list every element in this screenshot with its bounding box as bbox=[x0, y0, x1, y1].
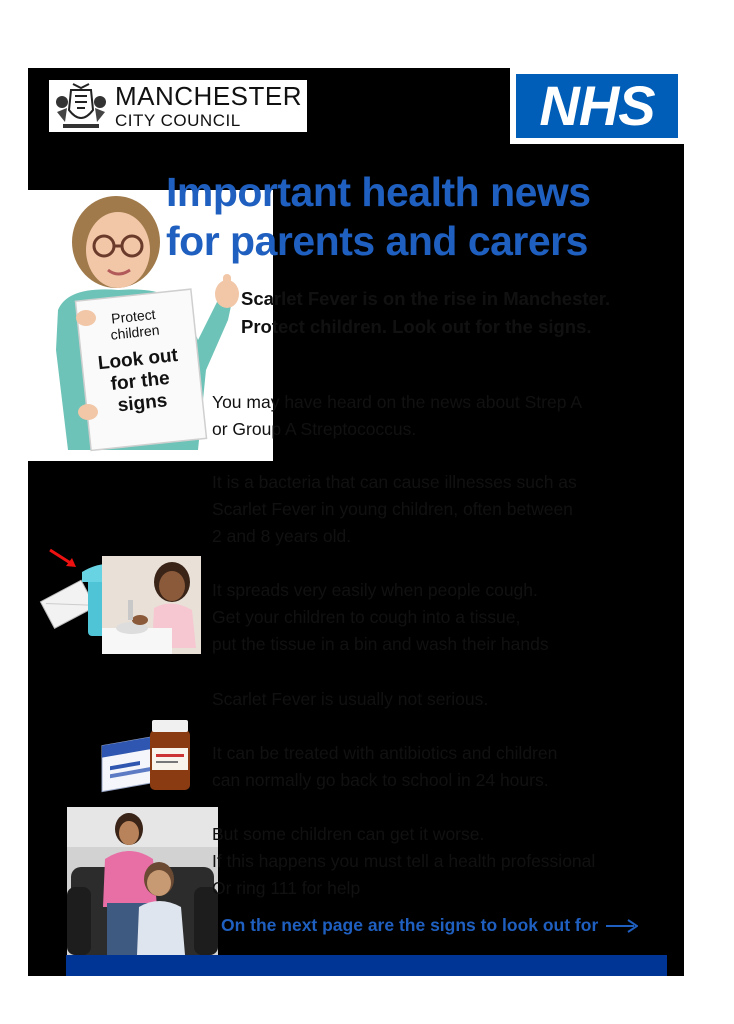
paragraph-spreading bbox=[212, 577, 662, 658]
sign-line4: for the bbox=[109, 367, 171, 395]
paragraph-line: It can be treated with antibiotics and children bbox=[212, 743, 558, 763]
next-page-text: On the next page are the signs to look out for bbox=[221, 915, 599, 935]
council-name-line2: CITY COUNCIL bbox=[115, 111, 241, 130]
page-title bbox=[166, 168, 686, 266]
paragraph-line: Or ring 111 for help bbox=[212, 878, 361, 898]
paragraph-line: If this happens you must tell a health professional bbox=[212, 851, 596, 871]
paragraph-line: Scarlet Fever in young children, often between bbox=[212, 499, 573, 519]
sign-line1: Protect bbox=[110, 306, 157, 327]
paragraph-line: Scarlet Fever is usually not serious. bbox=[212, 689, 489, 709]
paragraph-worse-cases bbox=[212, 821, 662, 902]
headline-line2: for parents and carers bbox=[166, 218, 588, 264]
footer-bar bbox=[66, 955, 667, 976]
nhs-logo: NHS bbox=[516, 74, 678, 138]
mother-and-child-photo bbox=[67, 807, 218, 955]
tissue-bin-handwashing-photo bbox=[36, 548, 201, 654]
manchester-city-council-logo bbox=[49, 80, 307, 132]
subheadline bbox=[241, 285, 681, 341]
subhead-line2: Protect children. Look out for the signs. bbox=[241, 316, 592, 337]
headline-line1: Important health news bbox=[166, 169, 591, 215]
paragraph-not-serious bbox=[212, 686, 662, 713]
subhead-line1: Scarlet Fever is on the rise in Manchester. bbox=[241, 288, 611, 309]
paragraph-line: You may have heard on the news about Strep A bbox=[212, 392, 583, 412]
paragraph-line: 2 and 8 years old. bbox=[212, 526, 352, 546]
paragraph-line: But some children can get it worse. bbox=[212, 824, 485, 844]
paragraph-line: or Group A Streptococcus. bbox=[212, 419, 417, 439]
next-page-note bbox=[221, 915, 638, 936]
arrow-right-icon bbox=[606, 919, 638, 933]
sign-line3: Look out bbox=[96, 344, 179, 375]
paragraph-treatment bbox=[212, 740, 662, 794]
red-arrow-icon bbox=[50, 550, 76, 567]
sign-line2: children bbox=[109, 321, 161, 343]
paragraph-strep-a bbox=[212, 389, 662, 443]
council-crest-icon bbox=[53, 82, 109, 130]
paragraph-line: can normally go back to school in 24 hours. bbox=[212, 770, 549, 790]
paragraph-line: put the tissue in a bin and wash their hands bbox=[212, 634, 549, 654]
paragraph-line: It is a bacteria that can cause illnesses such as bbox=[212, 472, 577, 492]
antibiotics-photo bbox=[100, 716, 196, 798]
sign-line5: signs bbox=[116, 390, 169, 417]
council-name-line1: MANCHESTER bbox=[115, 81, 303, 111]
paragraph-line: It spreads very easily when people cough. bbox=[212, 580, 538, 600]
paragraph-line: Get your children to cough into a tissue, bbox=[212, 607, 521, 627]
nhs-logo-frame bbox=[510, 68, 684, 144]
paragraph-bacteria bbox=[212, 469, 662, 550]
